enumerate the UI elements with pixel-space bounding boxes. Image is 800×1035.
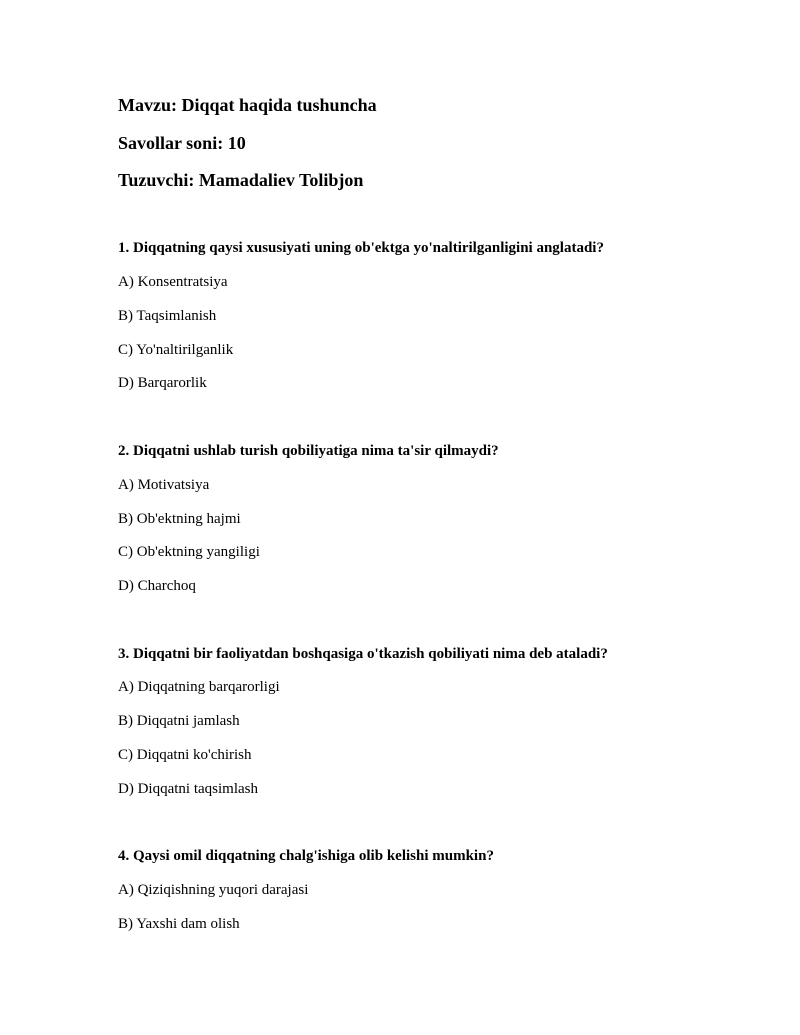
question-2-option-a: A) Motivatsiya bbox=[118, 477, 210, 493]
topic-heading: Mavzu: Diqqat haqida tushuncha bbox=[118, 95, 377, 115]
question-1-option-b: B) Taqsimlanish bbox=[118, 308, 217, 324]
question-4-option-b: B) Yaxshi dam olish bbox=[118, 916, 240, 932]
question-2-option-d: D) Charchoq bbox=[118, 578, 196, 594]
question-3-text: 3. Diqqatni bir faoliyatdan boshqasiga o'tkazish qobiliyati nima deb ataladi? bbox=[118, 646, 608, 662]
question-count-heading: Savollar soni: 10 bbox=[118, 133, 246, 153]
author-heading: Tuzuvchi: Mamadaliev Tolibjon bbox=[118, 170, 364, 190]
question-2-text: 2. Diqqatni ushlab turish qobiliyatiga nima ta'sir qilmaydi? bbox=[118, 443, 499, 459]
question-3-option-b: B) Diqqatni jamlash bbox=[118, 713, 240, 729]
question-1-option-c: C) Yo'naltirilganlik bbox=[118, 342, 234, 358]
question-4-option-a: A) Qiziqishning yuqori darajasi bbox=[118, 882, 309, 898]
question-2-option-c: C) Ob'ektning yangiligi bbox=[118, 544, 260, 560]
question-3-option-c: C) Diqqatni ko'chirish bbox=[118, 747, 252, 763]
question-1-text: 1. Diqqatning qaysi xususiyati uning ob'ektga yo'naltirilganligini anglatadi? bbox=[118, 240, 604, 256]
question-4-text: 4. Qaysi omil diqqatning chalg'ishiga olib kelishi mumkin? bbox=[118, 848, 494, 864]
question-3-option-d: D) Diqqatni taqsimlash bbox=[118, 781, 258, 797]
question-2-option-b: B) Ob'ektning hajmi bbox=[118, 511, 241, 527]
question-1-option-a: A) Konsentratsiya bbox=[118, 274, 228, 290]
question-1-option-d: D) Barqarorlik bbox=[118, 375, 207, 391]
question-3-option-a: A) Diqqatning barqarorligi bbox=[118, 679, 280, 695]
